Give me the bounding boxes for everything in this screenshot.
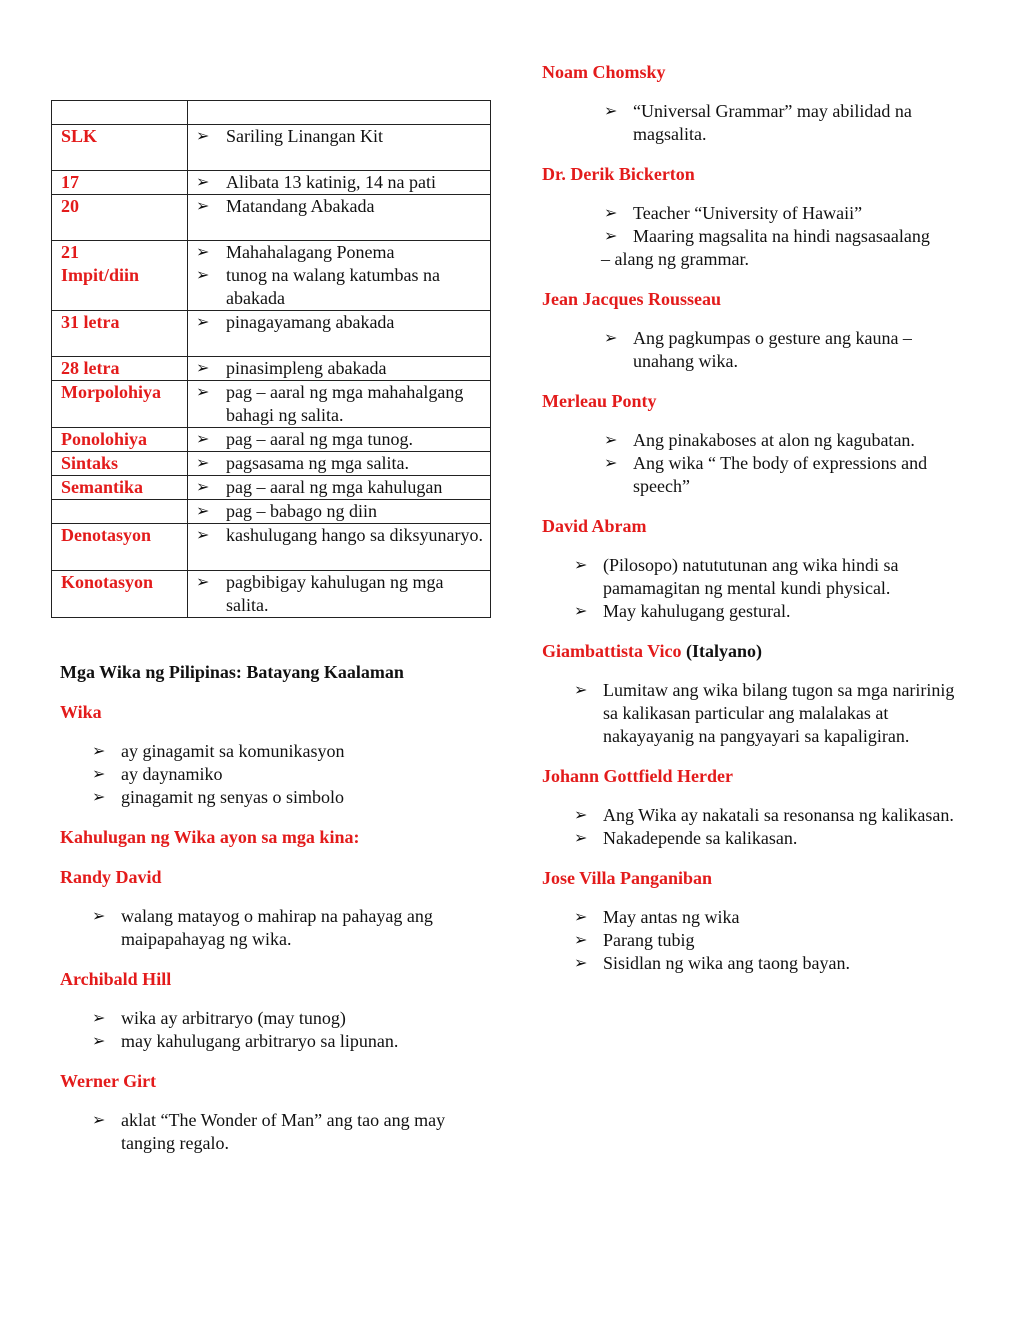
heading-johann-herder: Johann Gottfield Herder xyxy=(542,766,733,786)
definition-text: pinagayamang abakada xyxy=(226,312,395,332)
list-item-text: “Universal Grammar” may abilidad na magsalita. xyxy=(633,101,912,144)
arrow-bullet-icon: ➢ xyxy=(196,174,210,191)
list-item xyxy=(574,827,972,850)
arrow-bullet-icon: ➢ xyxy=(604,228,618,245)
term-cell xyxy=(52,452,188,476)
list-panganiban xyxy=(574,906,972,975)
list-item xyxy=(604,327,972,373)
table-row xyxy=(52,571,491,618)
definition-item xyxy=(196,195,486,218)
list-herder xyxy=(574,804,972,850)
table-row xyxy=(52,452,491,476)
arrow-bullet-icon: ➢ xyxy=(196,431,210,448)
table-row xyxy=(52,500,491,524)
definition-cell xyxy=(188,476,491,500)
list-item-text: Nakadepende sa kalikasan. xyxy=(603,828,798,848)
arrow-bullet-icon: ➢ xyxy=(92,1033,106,1050)
arrow-bullet-icon: ➢ xyxy=(196,267,210,284)
list-item xyxy=(604,452,972,498)
term-label: 31 letra xyxy=(61,312,120,332)
right-column xyxy=(542,61,972,975)
heading-jose-villa-panganiban: Jose Villa Panganiban xyxy=(542,868,713,888)
list-item xyxy=(604,225,972,248)
definition-cell xyxy=(188,125,491,171)
arrow-bullet-icon: ➢ xyxy=(196,574,210,591)
heading-jean-jacques-rousseau: Jean Jacques Rousseau xyxy=(542,289,722,309)
definition-list xyxy=(196,125,486,148)
definition-text: pag – babago ng diin xyxy=(226,501,377,521)
arrow-bullet-icon: ➢ xyxy=(196,128,210,145)
arrow-bullet-icon: ➢ xyxy=(604,432,618,449)
definition-text: kashulugang hango sa diksyunaryo. xyxy=(226,525,483,545)
list-item-text: Ang Wika ay nakatali sa resonansa ng kalikasan. xyxy=(603,805,954,825)
list-item-text: Sisidlan ng wika ang taong bayan. xyxy=(603,953,850,973)
list-item xyxy=(574,600,972,623)
definition-cell xyxy=(188,171,491,195)
definition-cell xyxy=(188,241,491,311)
definition-text: tunog na walang katumbas na abakada xyxy=(226,265,440,308)
arrow-bullet-icon: ➢ xyxy=(92,1010,106,1027)
heading-werner-girt: Werner Girt xyxy=(60,1071,157,1091)
list-archibald-hill xyxy=(92,1007,490,1053)
definition-item xyxy=(196,524,486,547)
bickerton-tail: – alang ng grammar. xyxy=(601,249,749,269)
definition-text: pagbibigay kahulugan ng mga salita. xyxy=(226,572,444,615)
definition-list xyxy=(196,428,486,451)
heading-merleau-ponty: Merleau Ponty xyxy=(542,391,657,411)
heading-david-abram: David Abram xyxy=(542,516,647,536)
table-row xyxy=(52,125,491,171)
list-item-text: ay daynamiko xyxy=(121,764,223,784)
definition-text: pagsasama ng mga salita. xyxy=(226,453,409,473)
term-label: 20 xyxy=(61,196,79,216)
left-column xyxy=(60,661,490,1155)
list-item xyxy=(92,740,490,763)
heading-randy-david: Randy David xyxy=(60,867,162,887)
term-cell xyxy=(52,241,188,311)
arrow-bullet-icon: ➢ xyxy=(574,932,588,949)
list-item-text: Lumitaw ang wika bilang tugon sa mga naririnig sa kalikasan particular ang malalakas at nakayayanig na pangyayari sa kapaligiran. xyxy=(603,680,955,746)
arrow-bullet-icon: ➢ xyxy=(92,789,106,806)
term-label: Sintaks xyxy=(61,453,119,473)
definition-item xyxy=(196,500,486,523)
definition-cell xyxy=(188,101,491,125)
list-noam-chomsky xyxy=(604,100,972,146)
list-item-text: wika ay arbitraryo (may tunog) xyxy=(121,1008,346,1028)
list-item xyxy=(574,679,972,748)
heading-derik-bickerton: Dr. Derik Bickerton xyxy=(542,164,695,184)
definition-text: pag – aaral ng mga mahahalgang bahagi ng salita. xyxy=(226,382,464,425)
list-item-text: (Pilosopo) natututunan ang wika hindi sa pamamagitan ng mental kundi physical. xyxy=(603,555,899,598)
arrow-bullet-icon: ➢ xyxy=(196,479,210,496)
definition-text: Sariling Linangan Kit xyxy=(226,126,383,146)
term-label: SLK xyxy=(61,126,98,146)
definition-cell xyxy=(188,428,491,452)
definition-text: pag – aaral ng mga tunog. xyxy=(226,429,413,449)
list-item xyxy=(92,786,490,809)
arrow-bullet-icon: ➢ xyxy=(574,830,588,847)
list-item xyxy=(92,1109,490,1155)
table-row xyxy=(52,241,491,311)
term-label: Semantika xyxy=(61,477,144,497)
definition-item xyxy=(196,264,486,310)
table-row xyxy=(52,524,491,571)
heading-kahulugan: Kahulugan ng Wika ayon sa mga kina: xyxy=(60,827,360,847)
term-cell xyxy=(52,171,188,195)
definition-item xyxy=(196,428,486,451)
table-row xyxy=(52,171,491,195)
definition-item xyxy=(196,241,486,264)
definition-cell xyxy=(188,571,491,618)
definition-list xyxy=(196,381,486,427)
definition-cell xyxy=(188,524,491,571)
term-cell xyxy=(52,311,188,357)
term-cell xyxy=(52,500,188,524)
definition-text: pag – aaral ng mga kahulugan xyxy=(226,477,443,497)
list-item-text: ay ginagamit sa komunikasyon xyxy=(121,741,345,761)
definition-item xyxy=(196,381,486,427)
list-item-text: may kahulugang arbitraryo sa lipunan. xyxy=(121,1031,399,1051)
definition-list xyxy=(196,524,486,547)
list-item xyxy=(92,905,490,951)
arrow-bullet-icon: ➢ xyxy=(196,527,210,544)
list-wika xyxy=(92,740,490,809)
list-item-text: Ang pagkumpas o gesture ang kauna – unahang wika. xyxy=(633,328,912,371)
list-item xyxy=(574,554,972,600)
term-label: Konotasyon xyxy=(61,572,154,592)
list-david-abram xyxy=(574,554,972,623)
definition-cell xyxy=(188,381,491,428)
term-cell xyxy=(52,101,188,125)
arrow-bullet-icon: ➢ xyxy=(92,766,106,783)
definition-list xyxy=(196,311,486,334)
definition-cell xyxy=(188,500,491,524)
arrow-bullet-icon: ➢ xyxy=(196,384,210,401)
heading-wika: Wika xyxy=(60,702,102,722)
term-cell xyxy=(52,476,188,500)
list-item-text: May kahulugang gestural. xyxy=(603,601,791,621)
table-row xyxy=(52,311,491,357)
definition-list xyxy=(196,171,486,194)
arrow-bullet-icon: ➢ xyxy=(196,314,210,331)
heading-archibald-hill: Archibald Hill xyxy=(60,969,172,989)
list-item xyxy=(604,100,972,146)
term-cell xyxy=(52,428,188,452)
term-label: Ponolohiya xyxy=(61,429,148,449)
definition-item xyxy=(196,476,486,499)
list-randy-david xyxy=(92,905,490,951)
definition-text: Mahahalagang Ponema xyxy=(226,242,395,262)
list-item xyxy=(92,1007,490,1030)
vico-nationality: (Italyano) xyxy=(686,641,762,661)
arrow-bullet-icon: ➢ xyxy=(604,330,618,347)
term-label: 17 xyxy=(61,172,79,192)
definition-cell xyxy=(188,357,491,381)
arrow-bullet-icon: ➢ xyxy=(196,360,210,377)
definition-item xyxy=(196,171,486,194)
definition-item xyxy=(196,311,486,334)
section-title: Mga Wika ng Pilipinas: Batayang Kaalaman xyxy=(60,662,404,682)
definition-cell xyxy=(188,452,491,476)
list-derik-bickerton xyxy=(604,202,972,248)
list-item xyxy=(574,906,972,929)
list-item-text: aklat “The Wonder of Man” ang tao ang may tanging regalo. xyxy=(121,1110,446,1153)
arrow-bullet-icon: ➢ xyxy=(92,908,106,925)
term-label: 21 xyxy=(61,242,79,262)
list-item-text: Teacher “University of Hawaii” xyxy=(633,203,863,223)
list-item-text: Parang tubig xyxy=(603,930,695,950)
definition-cell xyxy=(188,195,491,241)
term-label: 28 letra xyxy=(61,358,120,378)
table-row xyxy=(52,476,491,500)
list-vico xyxy=(574,679,972,748)
arrow-bullet-icon: ➢ xyxy=(574,603,588,620)
arrow-bullet-icon: ➢ xyxy=(92,743,106,760)
list-item-text: ginagamit ng senyas o simbolo xyxy=(121,787,344,807)
definition-list xyxy=(196,571,486,617)
list-item xyxy=(92,1030,490,1053)
arrow-bullet-icon: ➢ xyxy=(574,682,588,699)
table-row xyxy=(52,195,491,241)
term-label: Morpolohiya xyxy=(61,382,162,402)
list-item xyxy=(92,763,490,786)
arrow-bullet-icon: ➢ xyxy=(604,455,618,472)
arrow-bullet-icon: ➢ xyxy=(604,103,618,120)
definition-list xyxy=(196,357,486,380)
definition-list xyxy=(196,476,486,499)
list-item xyxy=(604,429,972,452)
term-label-secondary: Impit/diin xyxy=(61,265,140,285)
definition-item xyxy=(196,571,486,617)
definition-item xyxy=(196,452,486,475)
term-cell xyxy=(52,571,188,618)
arrow-bullet-icon: ➢ xyxy=(574,909,588,926)
table-row xyxy=(52,428,491,452)
definition-item xyxy=(196,357,486,380)
arrow-bullet-icon: ➢ xyxy=(604,205,618,222)
table-row xyxy=(52,357,491,381)
list-werner-girt xyxy=(92,1109,490,1155)
term-cell xyxy=(52,125,188,171)
list-item-text: Ang pinakaboses at alon ng kagubatan. xyxy=(633,430,915,450)
definition-list xyxy=(196,500,486,523)
heading-noam-chomsky: Noam Chomsky xyxy=(542,62,666,82)
heading-giambattista-vico: Giambattista Vico xyxy=(542,641,682,661)
definition-cell xyxy=(188,311,491,357)
definition-text: Alibata 13 katinig, 14 na pati xyxy=(226,172,436,192)
list-item-text: May antas ng wika xyxy=(603,907,740,927)
arrow-bullet-icon: ➢ xyxy=(196,198,210,215)
list-item-text: Maaring magsalita na hindi nagsasaalang xyxy=(633,226,930,246)
list-item-text: walang matayog o mahirap na pahayag ang maipapahayag ng wika. xyxy=(121,906,433,949)
arrow-bullet-icon: ➢ xyxy=(574,807,588,824)
list-merleau-ponty xyxy=(604,429,972,498)
table-row xyxy=(52,381,491,428)
definition-list xyxy=(196,241,486,310)
definition-text: Matandang Abakada xyxy=(226,196,375,216)
arrow-bullet-icon: ➢ xyxy=(196,455,210,472)
list-item-text: Ang wika “ The body of expressions and speech” xyxy=(633,453,928,496)
definition-item xyxy=(196,125,486,148)
list-item xyxy=(574,929,972,952)
term-cell xyxy=(52,195,188,241)
definition-text: pinasimpleng abakada xyxy=(226,358,387,378)
arrow-bullet-icon: ➢ xyxy=(574,557,588,574)
list-rousseau xyxy=(604,327,972,373)
term-cell xyxy=(52,357,188,381)
heading-vico-line xyxy=(542,640,972,663)
arrow-bullet-icon: ➢ xyxy=(196,244,210,261)
list-item xyxy=(574,952,972,975)
arrow-bullet-icon: ➢ xyxy=(574,955,588,972)
arrow-bullet-icon: ➢ xyxy=(92,1112,106,1129)
definition-list xyxy=(196,452,486,475)
term-cell xyxy=(52,524,188,571)
terms-table xyxy=(51,100,491,618)
table-row xyxy=(52,101,491,125)
list-item xyxy=(574,804,972,827)
term-cell xyxy=(52,381,188,428)
arrow-bullet-icon: ➢ xyxy=(196,503,210,520)
list-item xyxy=(604,202,972,225)
term-label: Denotasyon xyxy=(61,525,152,545)
definition-list xyxy=(196,195,486,218)
